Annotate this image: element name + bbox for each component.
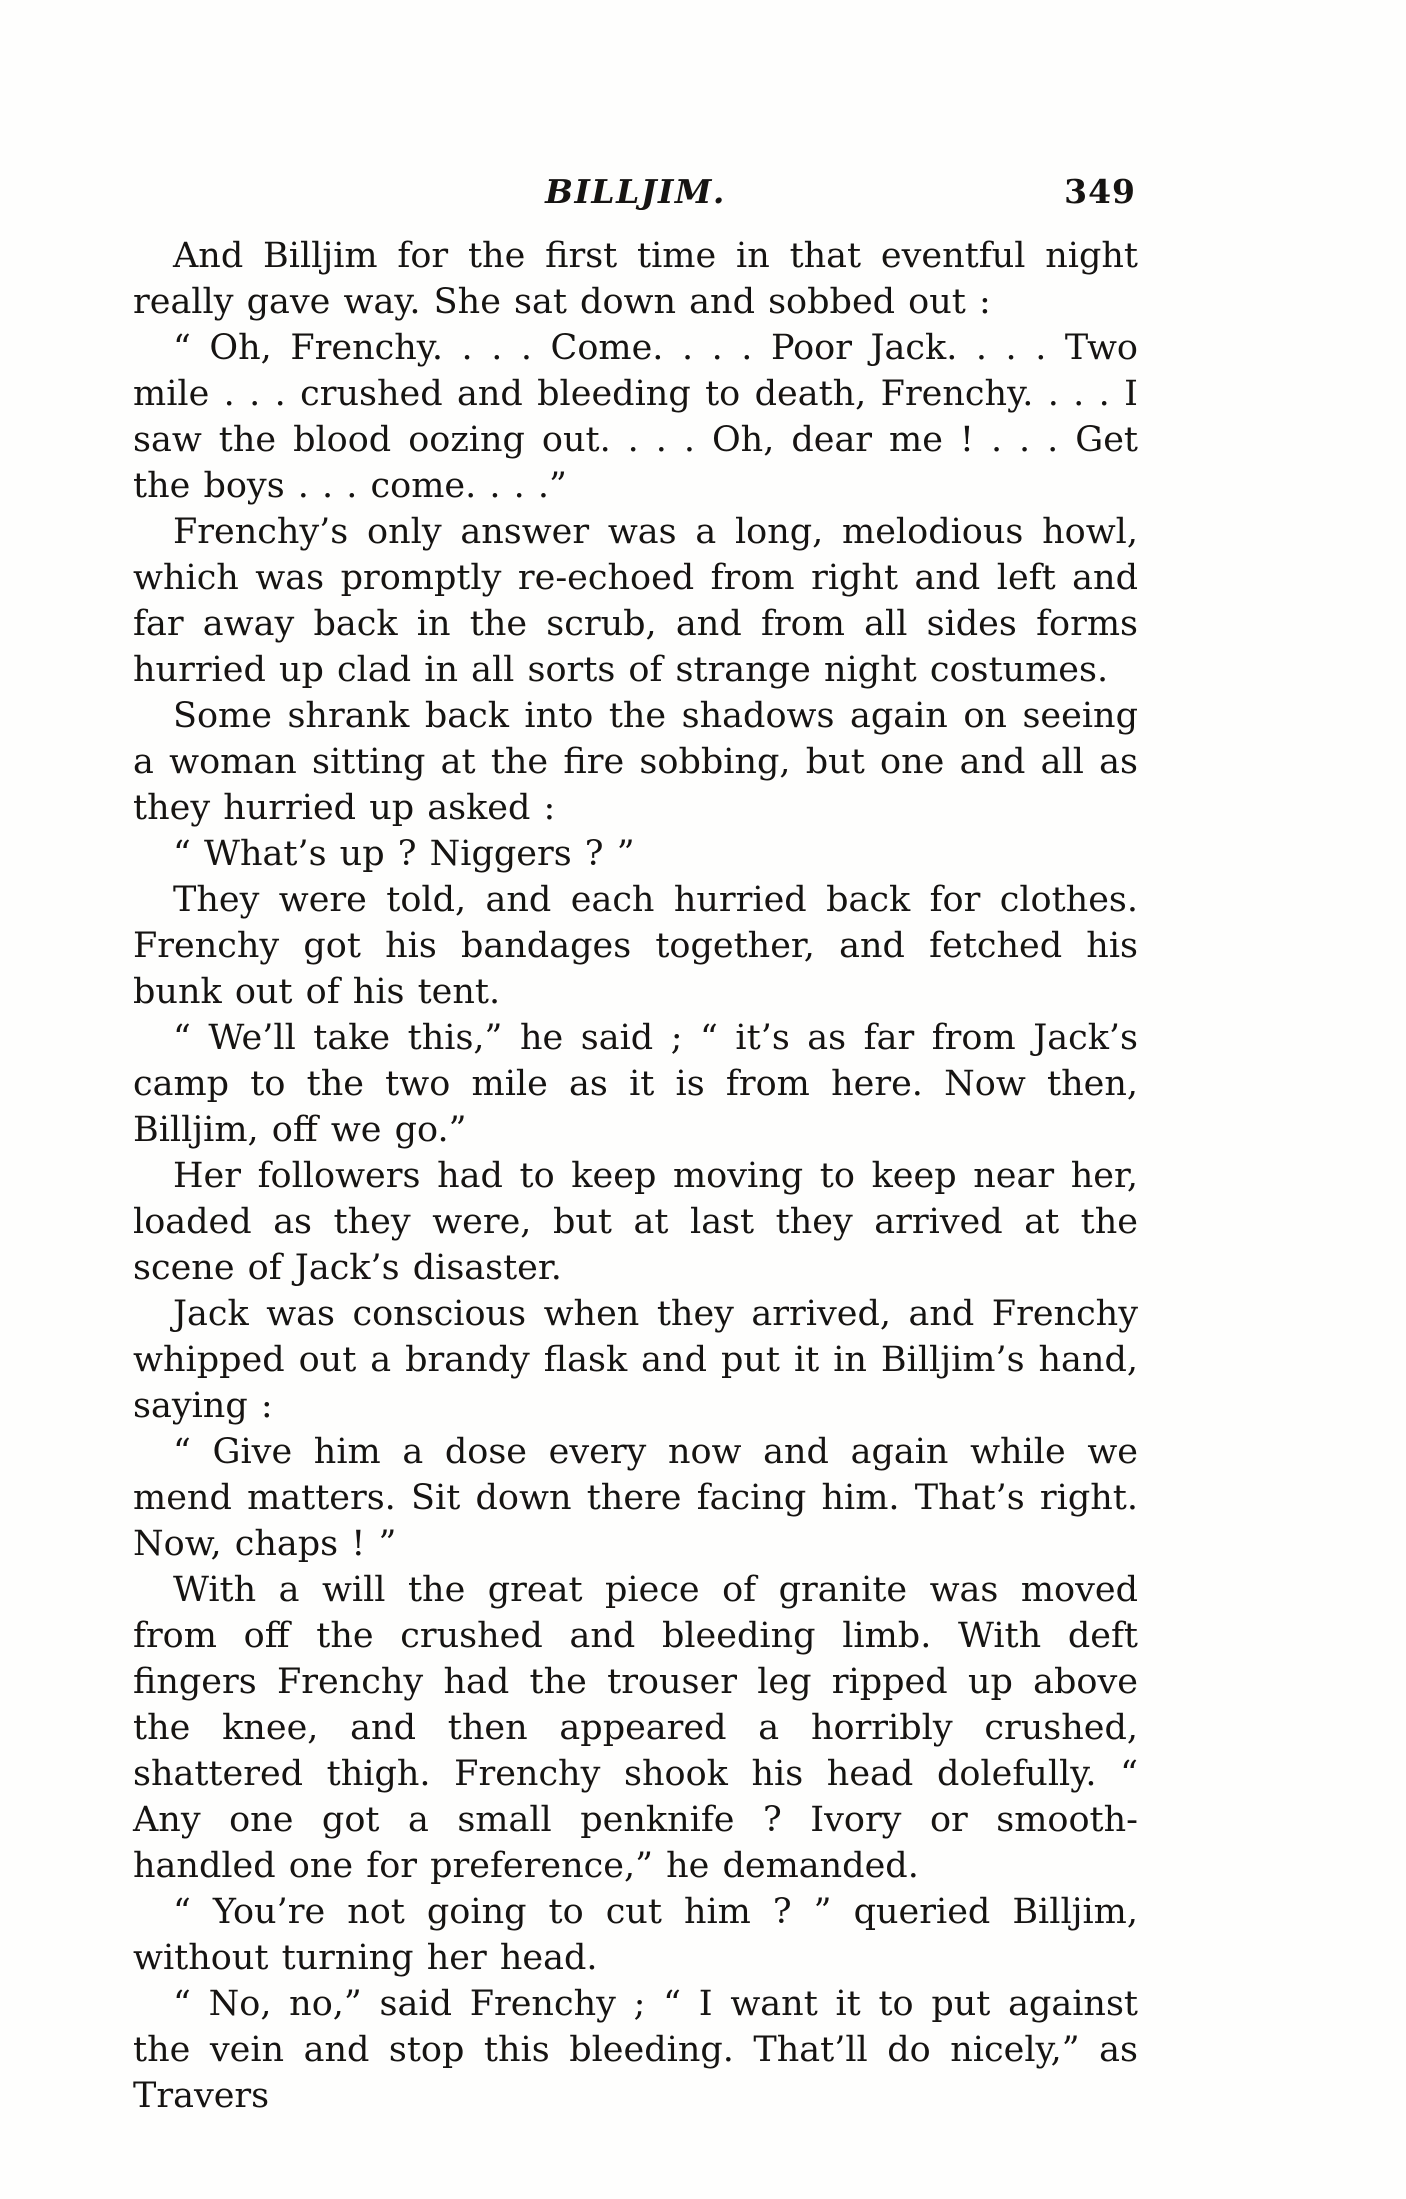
- running-title: BILLJIM.: [545, 172, 726, 211]
- paragraph: Frenchy’s only answer was a long, melodious howl, which was promptly re-echoed from right and left and far away back in the scrub, and from all sides forms hurried up clad in all sorts of strange night costumes.: [133, 512, 1138, 690]
- page-header: [133, 172, 1138, 222]
- paragraph: And Billjim for the first time in that eventful night really gave way. She sat down and sobbed out :: [133, 236, 1138, 322]
- paragraph: Some shrank back into the shadows again on seeing a woman sitting at the fire sobbing, but one and all as they hurried up asked :: [133, 696, 1138, 828]
- paragraph: “ What’s up ? Niggers ? ”: [173, 834, 635, 874]
- paragraph: “ Oh, Frenchy. . . . Come. . . . Poor Jack. . . . Two mile . . . crushed and bleeding to death, Frenchy. . . . I saw the blood oozing out. . . . Oh, dear me ! . . . Get the boys . . . come. . . .”: [133, 328, 1138, 506]
- paragraph: “ We’ll take this,” he said ; “ it’s as far from Jack’s camp to the two mile as it is from here. Now then, Billjim, off we go.”: [133, 1018, 1138, 1150]
- page-number: 349: [1064, 172, 1136, 211]
- paragraph: They were told, and each hurried back for clothes. Frenchy got his bandages together, and fetched his bunk out of his tent.: [133, 880, 1138, 1012]
- paragraph: “ No, no,” said Frenchy ; “ I want it to put against the vein and stop this bleeding. That’ll do nicely,” as Travers: [133, 1984, 1138, 2116]
- text-block: [133, 233, 1138, 2119]
- paragraph: “ Give him a dose every now and again while we mend matters. Sit down there facing him. That’s right. Now, chaps ! ”: [133, 1432, 1138, 1564]
- paragraph: Jack was conscious when they arrived, and Frenchy whipped out a brandy flask and put it in Billjim’s hand, saying :: [133, 1294, 1138, 1426]
- paragraph: Her followers had to keep moving to keep near her, loaded as they were, but at last they arrived at the scene of Jack’s disaster.: [133, 1156, 1138, 1288]
- paragraph: “ You’re not going to cut him ? ” queried Billjim, without turning her head.: [133, 1892, 1138, 1978]
- paragraph: With a will the great piece of granite was moved from off the crushed and bleeding limb. With deft fingers Frenchy had the trouser leg ripped up above the knee, and then appeared a horribly crushed, shattered thigh. Frenchy shook his head dolefully. “ Any one got a small penknife ? Ivory or smooth-handled one for preference,” he demanded.: [133, 1570, 1138, 1886]
